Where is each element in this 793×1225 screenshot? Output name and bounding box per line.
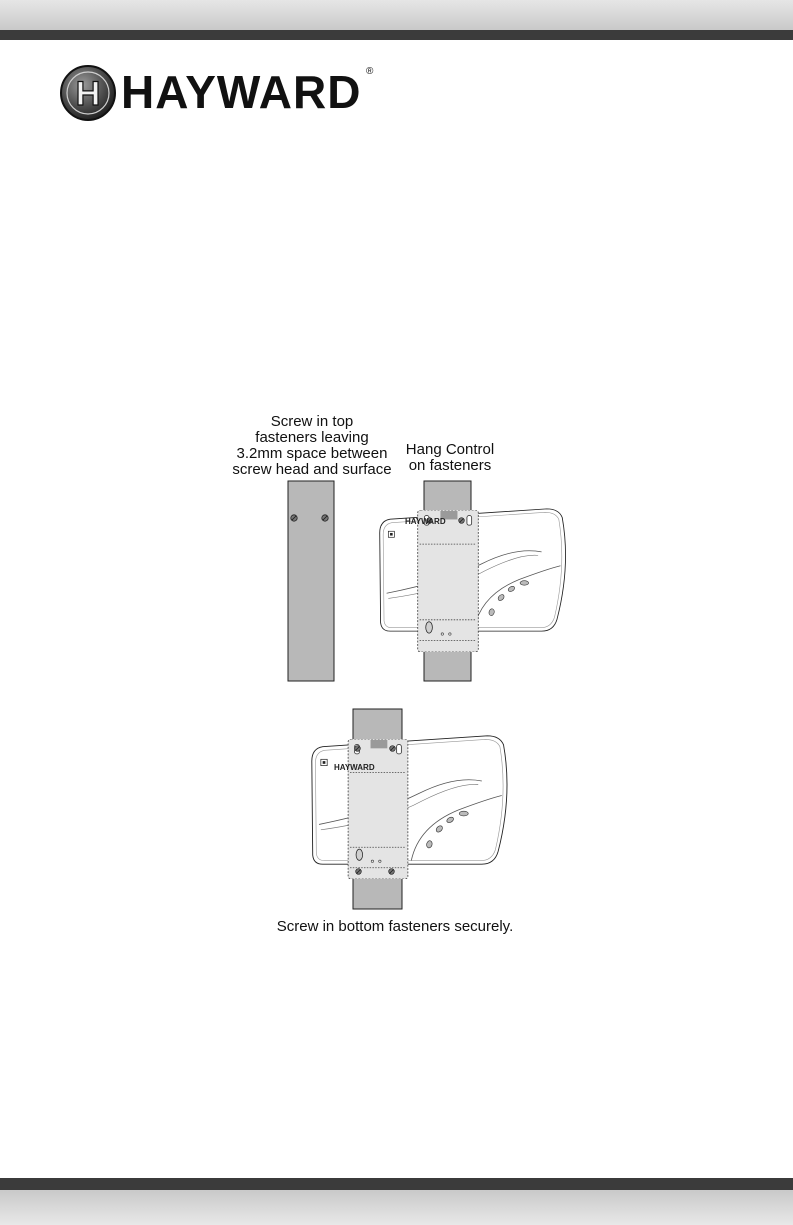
screw-icon <box>356 869 362 875</box>
screw-icon <box>389 869 395 875</box>
footer-rule <box>0 1178 793 1190</box>
logo-wordmark: HAYWARD <box>121 66 362 118</box>
step3-caption: Screw in bottom fasteners securely. <box>276 918 514 935</box>
step2-caption: Hang Control on fasteners <box>405 441 495 474</box>
screw-icon <box>322 515 328 521</box>
step2-figure <box>380 481 566 681</box>
screw-icon <box>291 515 297 521</box>
screw-icon <box>355 746 361 752</box>
device-brand-label: HAYWARD <box>334 763 375 772</box>
screw-icon <box>459 518 465 524</box>
badge-letter: H <box>75 75 101 113</box>
screw-icon <box>390 746 396 752</box>
mounting-bracket <box>418 510 479 652</box>
control-unit-illustration <box>312 736 507 864</box>
device-brand-label: HAYWARD <box>405 517 446 526</box>
step1-caption: Screw in top fasteners leaving 3.2mm space between screw head and surface <box>232 413 392 478</box>
step1-figure <box>288 481 334 681</box>
mounting-board <box>288 481 334 681</box>
footer-band <box>0 1190 793 1225</box>
step3-figure <box>312 709 507 909</box>
registered-mark: ® <box>366 66 374 77</box>
mounting-bracket <box>348 739 408 879</box>
